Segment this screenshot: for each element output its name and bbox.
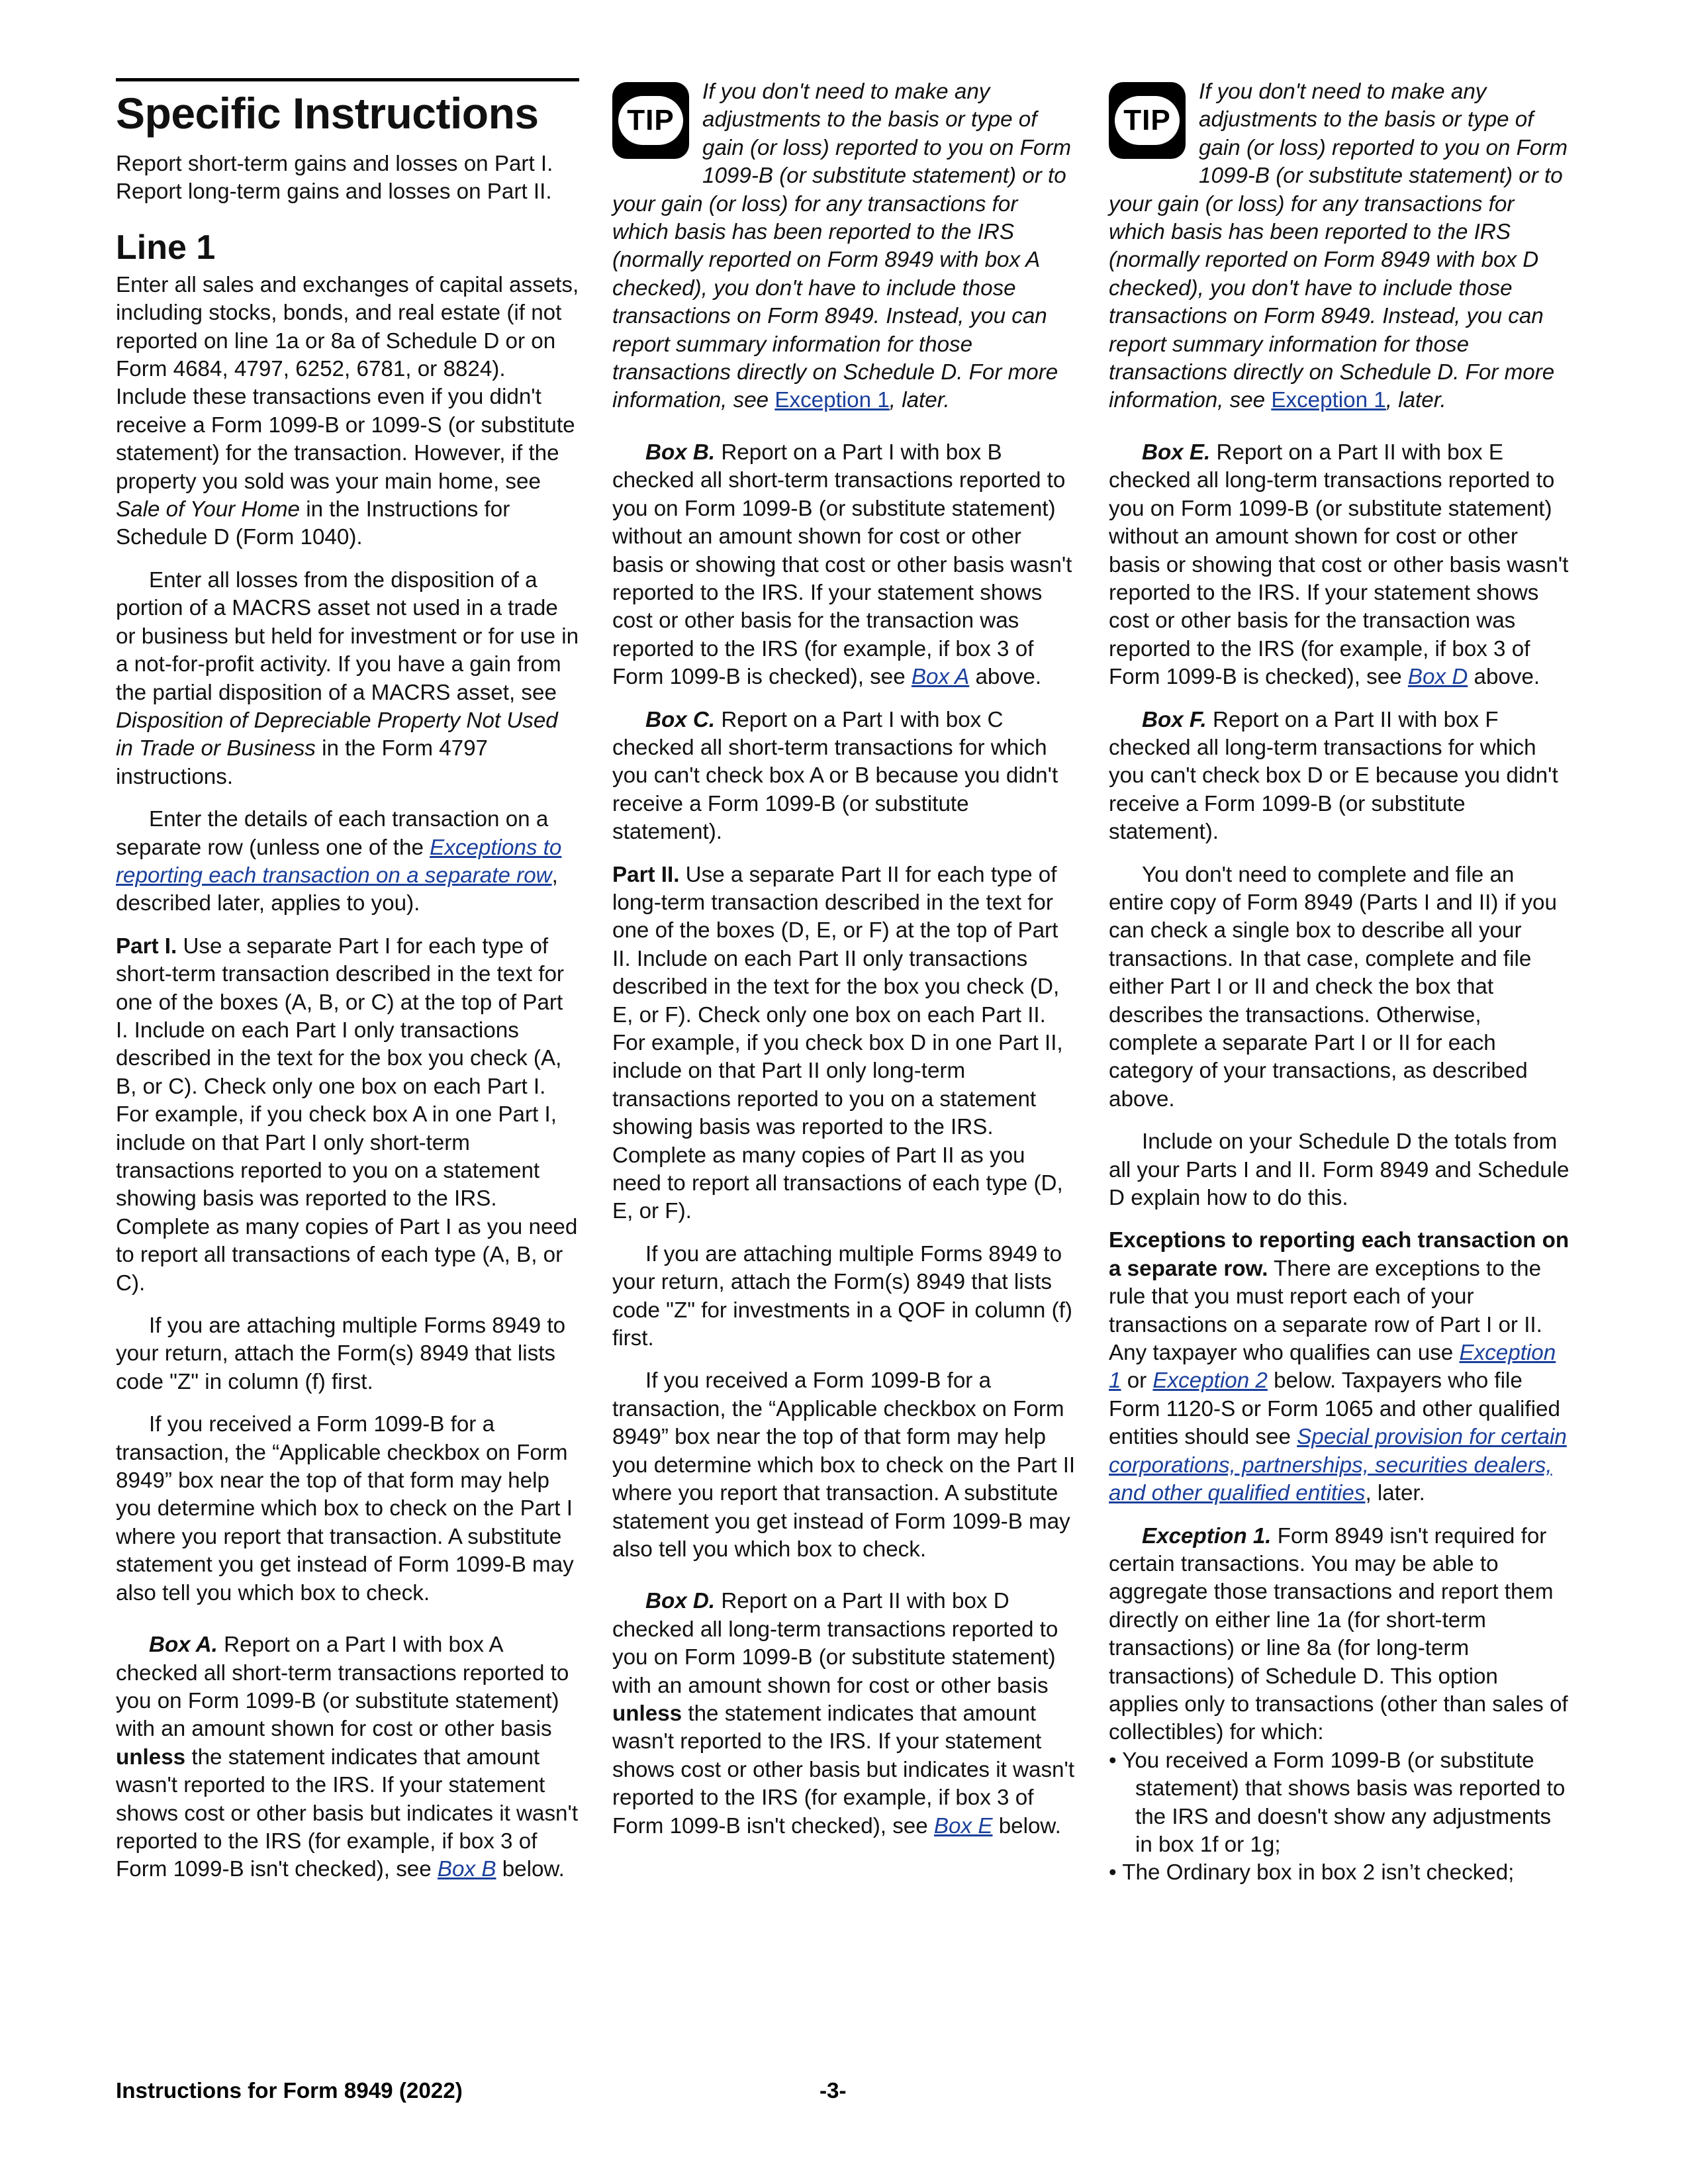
boxE-paragraph: Box E. Report on a Part II with box E checked all long-term transactions reported to you on Form 1099-B (or substitute statement) without an amount shown for cost or other basis or showing that cost or other basis wasn't reported to the IRS. If your statement shows cost or other basis for the transaction was reported to the IRS (for example, if box 3 of Form 1099-B is checked), see Box D above. [1109,440,1569,690]
page-number: -3- [820,2079,847,2103]
box-e-link[interactable]: Box E [933,1813,993,1838]
line1-heading: Line 1 [116,228,216,267]
part2-paragraph-2: If you are attaching multiple Forms 8949 to your return, attach the Form(s) 8949 that lists code "Z" for investments in a QOF in column (f) first. [612,1241,1072,1351]
boxC-paragraph: Box C. Report on a Part I with box C checked all short-term transactions for which you can't check box A or B because you didn't receive a Form 1099-B (or substitute statement). [612,707,1058,845]
exceptions-paragraph: Exceptions to reporting each transaction on a separate row. There are exceptions to the rule that you must report each of your transactions on a separate row of Part I or II. Any taxpayer who qualifies can use Exception 1 or Exception 2 below. Taxpayers who file Form 1120-S or Form 1065 and other qualified entities should see Special provision for certain corporations, partnerships, securities dealers, and other qualified entities, later. [1109,1228,1570,1506]
exception-1-link[interactable]: Exception 1 [1109,1341,1556,1394]
intro-paragraph: Report short-term gains and losses on Part I. Report long-term gains and losses on Part II. [116,152,553,205]
column-2 [612,78,1076,1840]
exception-1-paragraph: Exception 1. Form 8949 isn't required for certain transactions. You may be able to aggregate those transactions and report them directly on either line 1a (for short-term transactions) or line 8a (for long-term transactions) of Schedule D. This option applies only to transactions (other than sales of collectibles) for which: [1109,1523,1568,1745]
exception-2-link[interactable]: Exception 2 [1152,1368,1268,1394]
boxD-paragraph: Box D. Report on a Part II with box D checked all long-term transactions reported to you on Form 1099-B (or substitute statement) with an amount shown for cost or other basis unless the statement indicates that amount wasn't reported to the IRS. If your statement shows cost or other basis but indicates it wasn't reported to the IRS (for example, if box 3 of Form 1099-B isn't checked), see Box E below. [612,1589,1075,1838]
box-b-link[interactable]: Box B [437,1857,496,1882]
column-3 [1109,78,1572,1887]
bullet-icon: • [1109,1748,1123,1773]
line1-paragraph-3: Enter the details of each transaction on a separate row (unless one of the Exceptions to reporting each transaction on a separate row, described later, applies to you). [116,807,562,916]
boxB-paragraph: Box B. Report on a Part I with box B checked all short-term transactions reported to you on Form 1099-B (or substitute statement) without an amount shown for cost or other basis or showing that cost or other basis wasn't reported to the IRS. If your statement shows cost or other basis for the transaction was reported to the IRS (for example, if box 3 of Form 1099-B is checked), see Box A above. [612,440,1072,690]
exception-1-link[interactable]: Exception 1 [1271,388,1386,413]
list-item: • The Ordinary box in box 2 isn’t checked; [1109,1860,1515,1885]
tip-icon: TIP [612,82,689,159]
line1-paragraph-1: Enter all sales and exchanges of capital assets, including stocks, bonds, and real estate (if not reported on line 1a or 8a of Schedule D or on Form 4684, 4797, 6252, 6781, or 8824). Include these transactions even if you didn't receive a Form 1099-B or 1099-S (or substitute statement) for the transaction. However, if the property you sold was your main home, see Sale of Your Home in the Instructions for Schedule D (Form 1040). [116,272,579,550]
part2-paragraph: Part II. Use a separate Part II for each type of long-term transaction described in the text for one of the boxes (D, E, or F) at the top of Part II. Include on each Part II only transactions described in the text for the box you check (D, E, or F). Check only one box on each Part II. For example, if you check box D in one Part II, include on that Part II only long-term transactions reported to you on a statement showing basis was reported to the IRS. Complete as many copies of Part II as you need to report all transactions of each type (D, E, or F). [612,862,1063,1224]
title-rule [116,78,579,81]
special-provision-link[interactable]: Special provision for certain corporations, partnerships, securities dealers, and other qualified entities [1109,1425,1567,1506]
exceptions-link[interactable]: Exceptions to reporting each transaction on a separate row [116,835,562,888]
part1-paragraph-2: If you are attaching multiple Forms 8949 to your return, attach the Form(s) 8949 that lists code "Z" in column (f) first. [116,1313,566,1394]
column-1 [116,78,579,1884]
list-item: • You received a Form 1099-B (or substitute statement) that shows basis was reported to the IRS and doesn't show any adjustments in box 1f or 1g; [1109,1748,1566,1857]
boxA-paragraph: Box A. Report on a Part I with box A checked all short-term transactions reported to you on Form 1099-B (or substitute statement) with an amount shown for cost or other basis unless the statement indicates that amount wasn't reported to the IRS. If your statement shows cost or other basis but indicates it wasn't reported to the IRS (for example, if box 3 of Form 1099-B isn't checked), see Box B below. [116,1633,579,1882]
footer-title: Instructions for Form 8949 (2022) [116,2079,463,2103]
part1-paragraph: Part I. Use a separate Part I for each type of short-term transaction described in the text for one of the boxes (A, B, or C) at the top of Part I. Include on each Part I only transactions described in the text for the box you check (A, B, or C). Check only one box on each Part I. For example, if you check box A in one Part I, include on that Part I only short-term transactions reported to you on a statement showing basis was reported to the IRS. Complete as many copies of Part I as you need to report all transactions of each type (A, B, or C). [116,933,578,1296]
tip-icon: TIP [1109,82,1186,159]
tip-box: TIP If you don't need to make any adjustments to the basis or type of gain (or loss) reported to you on Form 1099-B (or substitute statement) or to your gain (or loss) for any transactions for which basis has been reported to the IRS (normally reported on Form 8949 with box D checked), you don't have to include those transactions on Form 8949. Instead, you can report summary information for those transactions directly on Schedule D. For more information, see Exception 1, later. [1109,79,1568,413]
entire-copy-paragraph: You don't need to complete and file an entire copy of Form 8949 (Parts I and II) if you can check a single box to describe all your transactions. In that case, complete and file either Part I or II and check the box that describes the transactions. Otherwise, complete a separate Part I or II for each category of your transactions, as described above. [1109,862,1557,1112]
exception-1-link[interactable]: Exception 1 [774,388,890,413]
page-title: Specific Instructions [116,89,539,138]
bullet-icon: • [1109,1860,1123,1885]
box-d-link[interactable]: Box D [1407,665,1468,690]
boxF-paragraph: Box F. Report on a Part II with box F checked all long-term transactions for which you can't check box D or E because you didn't receive a Form 1099-B (or substitute statement). [1109,707,1558,845]
line1-paragraph-2: Enter all losses from the disposition of a portion of a MACRS asset not used in a trade or business but held for investment or for use in a not-for-profit activity. If you have a gain from the partial disposition of a MACRS asset, see Disposition of Depreciable Property Not Used in Trade or Business in the Form 4797 instructions. [116,567,579,789]
box-a-link[interactable]: Box A [911,665,970,690]
part1-paragraph-3: If you received a Form 1099-B for a transaction, the “Applicable checkbox on Form 8949” box near the top of that form may help you determine which box to check on the Part I where you report that transaction. A substitute statement you get instead of Form 1099-B may also tell you which box to check. [116,1412,574,1605]
include-paragraph: Include on your Schedule D the totals from all your Parts I and II. Form 8949 and Schedule D explain how to do this. [1109,1129,1570,1211]
part2-paragraph-3: If you received a Form 1099-B for a transaction, the “Applicable checkbox on Form 8949” box near the top of that form may help you determine which box to check on the Part II where you report that transaction. A substitute statement you get instead of Form 1099-B may also tell you which box to check. [612,1368,1076,1562]
tip-box: TIP If you don't need to make any adjustments to the basis or type of gain (or loss) reported to you on Form 1099-B (or substitute statement) or to your gain (or loss) for any transactions for which basis has been reported to the IRS (normally reported on Form 8949 with box A checked), you don't have to include those transactions on Form 8949. Instead, you can report summary information for those transactions directly on Schedule D. For more information, see Exception 1, later. [612,79,1072,413]
